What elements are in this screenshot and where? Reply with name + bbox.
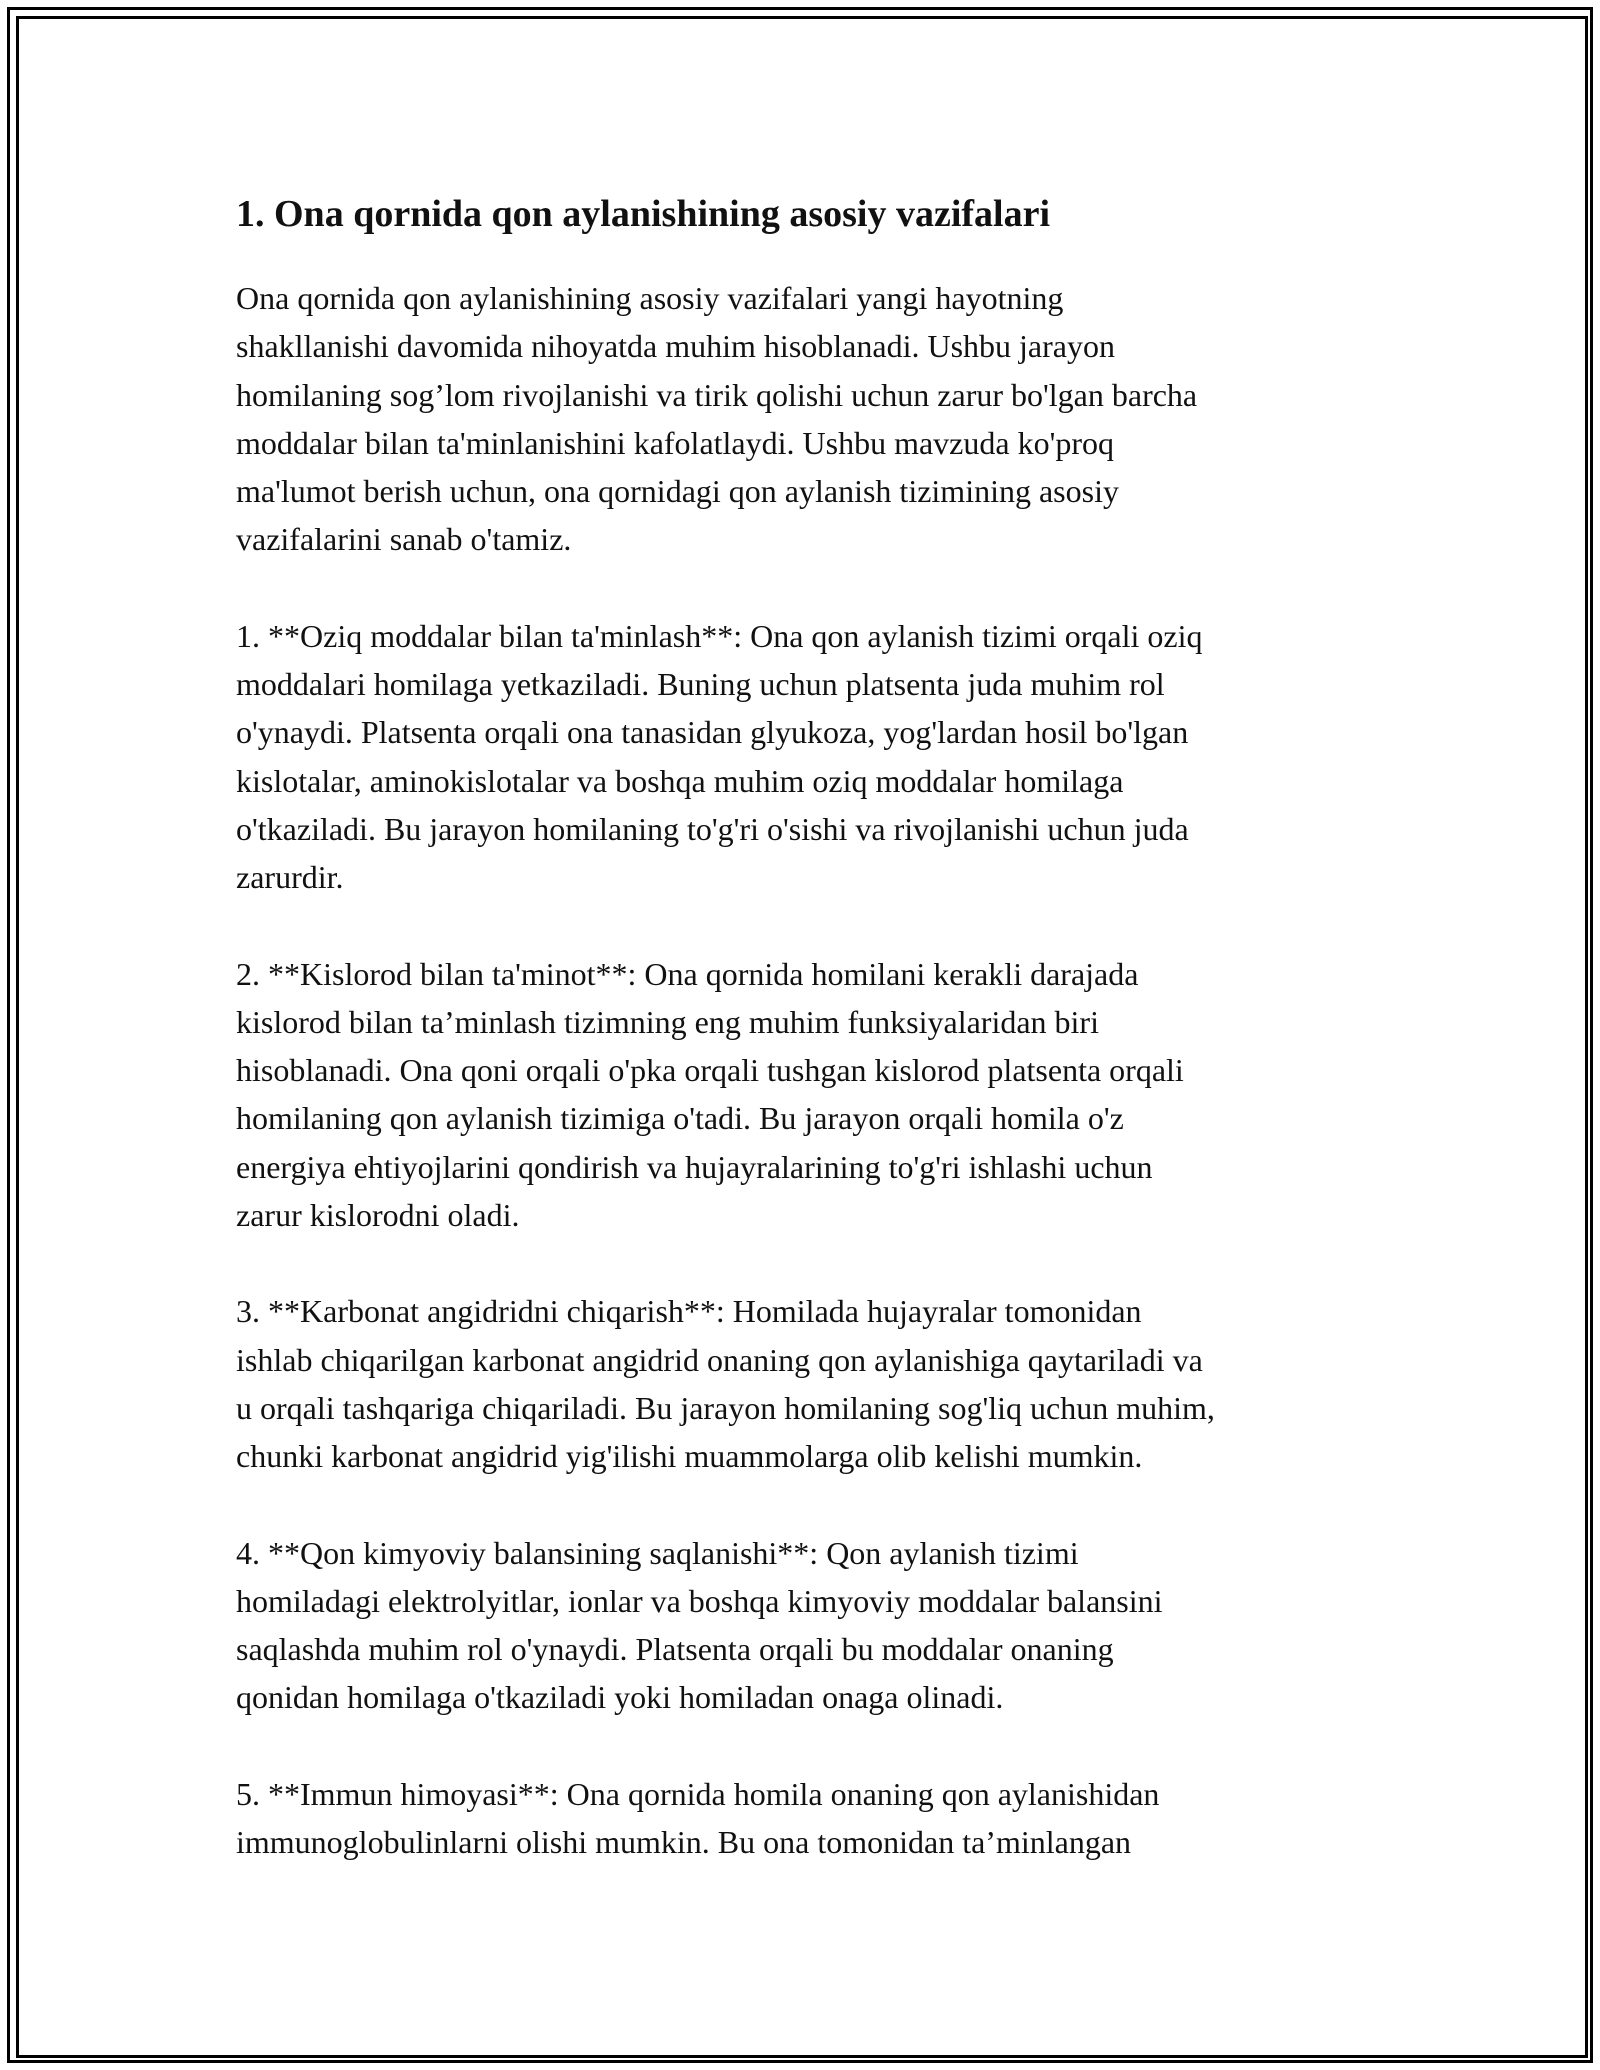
text-line: hisoblanadi. Ona qoni orqali o'pka orqali tushgan kislorod platsenta orqali (236, 1052, 1184, 1089)
text-line: homilaning qon aylanish tizimiga o'tadi. Bu jarayon orqali homila o'z (236, 1100, 1124, 1137)
text-line: o'ynaydi. Platsenta orqali ona tanasidan glyukoza, yog'lardan hosil bo'lgan (236, 714, 1189, 751)
text-line: 3. **Karbonat angidridni chiqarish**: Homilada hujayralar tomonidan (236, 1293, 1142, 1330)
section-heading: 1. Ona qornida qon aylanishining asosiy vazifalari (236, 193, 1051, 235)
list-item-immune-protection (236, 1770, 1356, 1867)
text-line: 1. **Oziq moddalar bilan ta'minlash**: Ona qon aylanish tizimi orqali oziq (236, 617, 1203, 654)
text-line: Ona qornida qon aylanishining asosiy vazifalari yangi hayotning (236, 280, 1064, 316)
text-line: ishlab chiqarilgan karbonat angidrid onaning qon aylanishiga qaytariladi va (236, 1341, 1203, 1378)
text-line: energiya ehtiyojlarini qondirish va hujayralarining to'g'ri ishlashi uchun (236, 1148, 1153, 1185)
text-line: zarurdir. (236, 859, 344, 896)
text-line: chunki karbonat angidrid yig'ilishi muammolarga olib kelishi mumkin. (236, 1438, 1143, 1475)
text-line: 2. **Kislorod bilan ta'minot**: Ona qornida homilani kerakli darajada (236, 955, 1139, 992)
text-line: 4. **Qon kimyoviy balansining saqlanishi**: Qon aylanish tizimi (236, 1534, 1079, 1571)
text-line: homiladagi elektrolyitlar, ionlar va boshqa kimyoviy moddalar balansini (236, 1582, 1163, 1619)
text-line: vazifalarini sanab o'tamiz. (236, 521, 572, 558)
text-line: saqlashda muhim rol o'ynaydi. Platsenta orqali bu moddalar onaning (236, 1631, 1114, 1668)
text-line: immunoglobulinlarni olishi mumkin. Bu ona tomonidan ta’minlangan (236, 1824, 1132, 1861)
text-line: 5. **Immun himoyasi**: Ona qornida homila onaning qon aylanishidan (236, 1775, 1160, 1812)
list-item-nutrients (236, 612, 1356, 902)
document-body (236, 185, 1356, 1914)
list-item-carbon-dioxide (236, 1287, 1356, 1480)
text-line: qonidan homilaga o'tkaziladi yoki homiladan onaga olinadi. (236, 1679, 1004, 1716)
text-line: ma'lumot berish uchun, ona qornidagi qon aylanish tizimining asosiy (236, 473, 1119, 510)
text-line: kislorod bilan ta’minlash tizimning eng muhim funksiyalaridan biri (236, 1003, 1099, 1040)
list-item-oxygen (236, 950, 1356, 1240)
text-line: shakllanishi davomida nihoyatda muhim hisoblanadi. Ushbu jarayon (236, 328, 1115, 365)
text-line: kislotalar, aminokislotalar va boshqa muhim oziq moddalar homilaga (236, 762, 1124, 799)
text-line: zarur kislorodni oladi. (236, 1197, 520, 1234)
text-line: homilaning sog’lom rivojlanishi va tirik qolishi uchun zarur bo'lgan barcha (236, 376, 1198, 413)
text-line: moddalar bilan ta'minlanishini kafolatlaydi. Ushbu mavzuda ko'proq (236, 424, 1114, 461)
text-line: u orqali tashqariga chiqariladi. Bu jarayon homilaning sog'liq uchun muhim, (236, 1389, 1215, 1426)
text-line: moddalari homilaga yetkaziladi. Buning uchun platsenta juda muhim rol (236, 666, 1165, 703)
list-item-chemical-balance (236, 1529, 1356, 1722)
text-line: o'tkaziladi. Bu jarayon homilaning to'g'ri o'sishi va rivojlanishi uchun juda (236, 810, 1189, 847)
intro-paragraph (236, 274, 1356, 564)
